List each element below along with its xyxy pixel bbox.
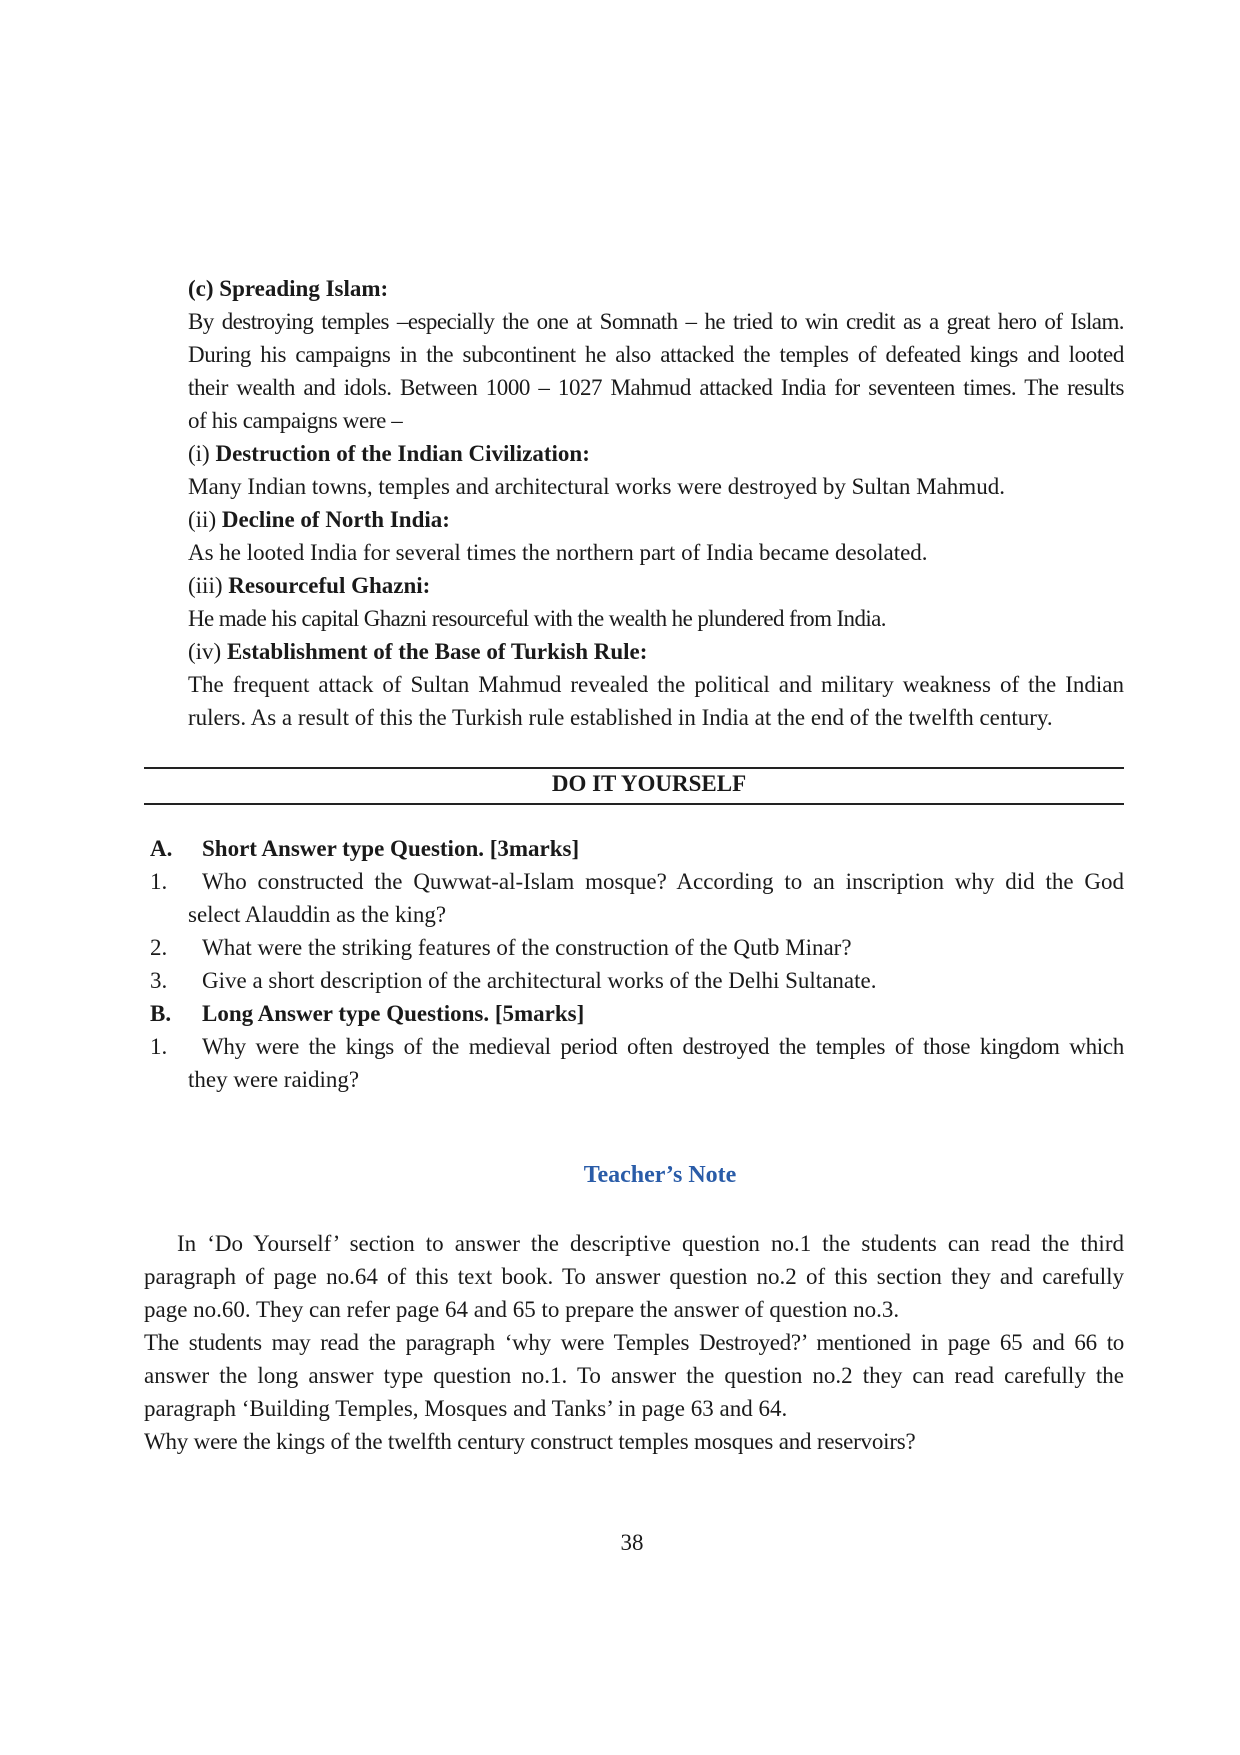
result-title: Resourceful Ghazni:	[228, 573, 431, 598]
question-text: Give a short description of the architectural works of the Delhi Sultanate.	[202, 968, 877, 993]
result-text: Many Indian towns, temples and architectural works were destroyed by Sultan Mahmud.	[188, 474, 1005, 499]
question-number: 1.	[150, 869, 168, 894]
question-continuation: select Alauddin as the king?	[188, 902, 447, 927]
note-line: page no.60. They can refer page 64 and 65 to prepare the answer of question no.3.	[144, 1297, 900, 1322]
section-spreading-islam	[188, 272, 1124, 734]
note-line: The students may read the paragraph ‘why were Temples Destroyed?’ mentioned in page 65 and 66 to	[144, 1330, 1124, 1355]
question-text: Who constructed the Quwwat-al-Islam mosque? According to an inscription why did the God	[202, 869, 1124, 894]
question-text: What were the striking features of the construction of the Qutb Minar?	[202, 935, 852, 960]
section-label: B.	[150, 1001, 172, 1026]
question-item	[150, 964, 1124, 997]
teachers-note-title: Teacher’s Note	[583, 1162, 737, 1188]
question-continuation: they were raiding?	[188, 1067, 360, 1092]
question-text: Why were the kings of the medieval period often destroyed the temples of those kingdom which	[202, 1034, 1124, 1059]
result-heading	[188, 635, 1124, 668]
paragraph-line: By destroying temples –especially the one at Somnath – he tried to win credit as a great hero of Islam.	[188, 309, 1124, 334]
result-title: Decline of North India:	[221, 507, 450, 532]
result-title: Destruction of the Indian Civilization:	[215, 441, 590, 466]
section-title: Short Answer type Question. [3marks]	[202, 836, 580, 861]
section-label: A.	[150, 836, 173, 861]
result-prefix: (i)	[188, 441, 216, 466]
question-item	[150, 1030, 1124, 1063]
question-number: 1.	[150, 1034, 168, 1059]
result-heading	[188, 503, 1124, 536]
page-number: 38	[620, 1530, 644, 1555]
result-text: rulers. As a result of this the Turkish rule established in India at the end of the twelfth century.	[188, 705, 1053, 730]
result-text: The frequent attack of Sultan Mahmud revealed the political and military weakness of the Indian	[188, 672, 1124, 697]
section-b-heading	[150, 997, 1124, 1030]
questions-section	[150, 832, 1124, 1096]
section-heading: (c) Spreading Islam:	[188, 276, 389, 301]
result-title: Establishment of the Base of Turkish Rule:	[226, 639, 648, 664]
note-line: paragraph of page no.64 of this text book. To answer question no.2 of this section they and carefully	[144, 1264, 1124, 1289]
result-prefix: (ii)	[188, 507, 222, 532]
question-item	[150, 865, 1124, 898]
question-number: 3.	[150, 968, 168, 993]
question-number: 2.	[150, 935, 168, 960]
note-line: Why were the kings of the twelfth century construct temples mosques and reservoirs?	[144, 1429, 916, 1454]
note-line: answer the long answer type question no.1. To answer the question no.2 they can read carefully the	[144, 1363, 1124, 1388]
paragraph-line: their wealth and idols. Between 1000 – 1027 Mahmud attacked India for seventeen times. The results	[188, 375, 1124, 400]
section-a-heading	[150, 832, 1124, 865]
result-prefix: (iii)	[188, 573, 229, 598]
do-it-yourself-banner	[144, 767, 1124, 805]
paragraph-line: During his campaigns in the subcontinent he also attacked the temples of defeated kings and looted	[188, 342, 1124, 367]
note-line: paragraph ‘Building Temples, Mosques and Tanks’ in page 63 and 64.	[144, 1396, 788, 1421]
note-line: In ‘Do Yourself’ section to answer the descriptive question no.1 the students can read the third	[177, 1231, 1124, 1256]
result-text: He made his capital Ghazni resourceful with the wealth he plundered from India.	[188, 606, 886, 631]
result-heading	[188, 437, 1124, 470]
question-item	[150, 931, 1124, 964]
paragraph-line: of his campaigns were –	[188, 408, 403, 433]
result-text: As he looted India for several times the northern part of India became desolated.	[188, 540, 928, 565]
result-prefix: (iv)	[188, 639, 227, 664]
section-title: Long Answer type Questions. [5marks]	[202, 1001, 585, 1026]
do-it-yourself-title: DO IT YOURSELF	[551, 771, 747, 796]
result-heading	[188, 569, 1124, 602]
teachers-note-body	[144, 1227, 1124, 1458]
